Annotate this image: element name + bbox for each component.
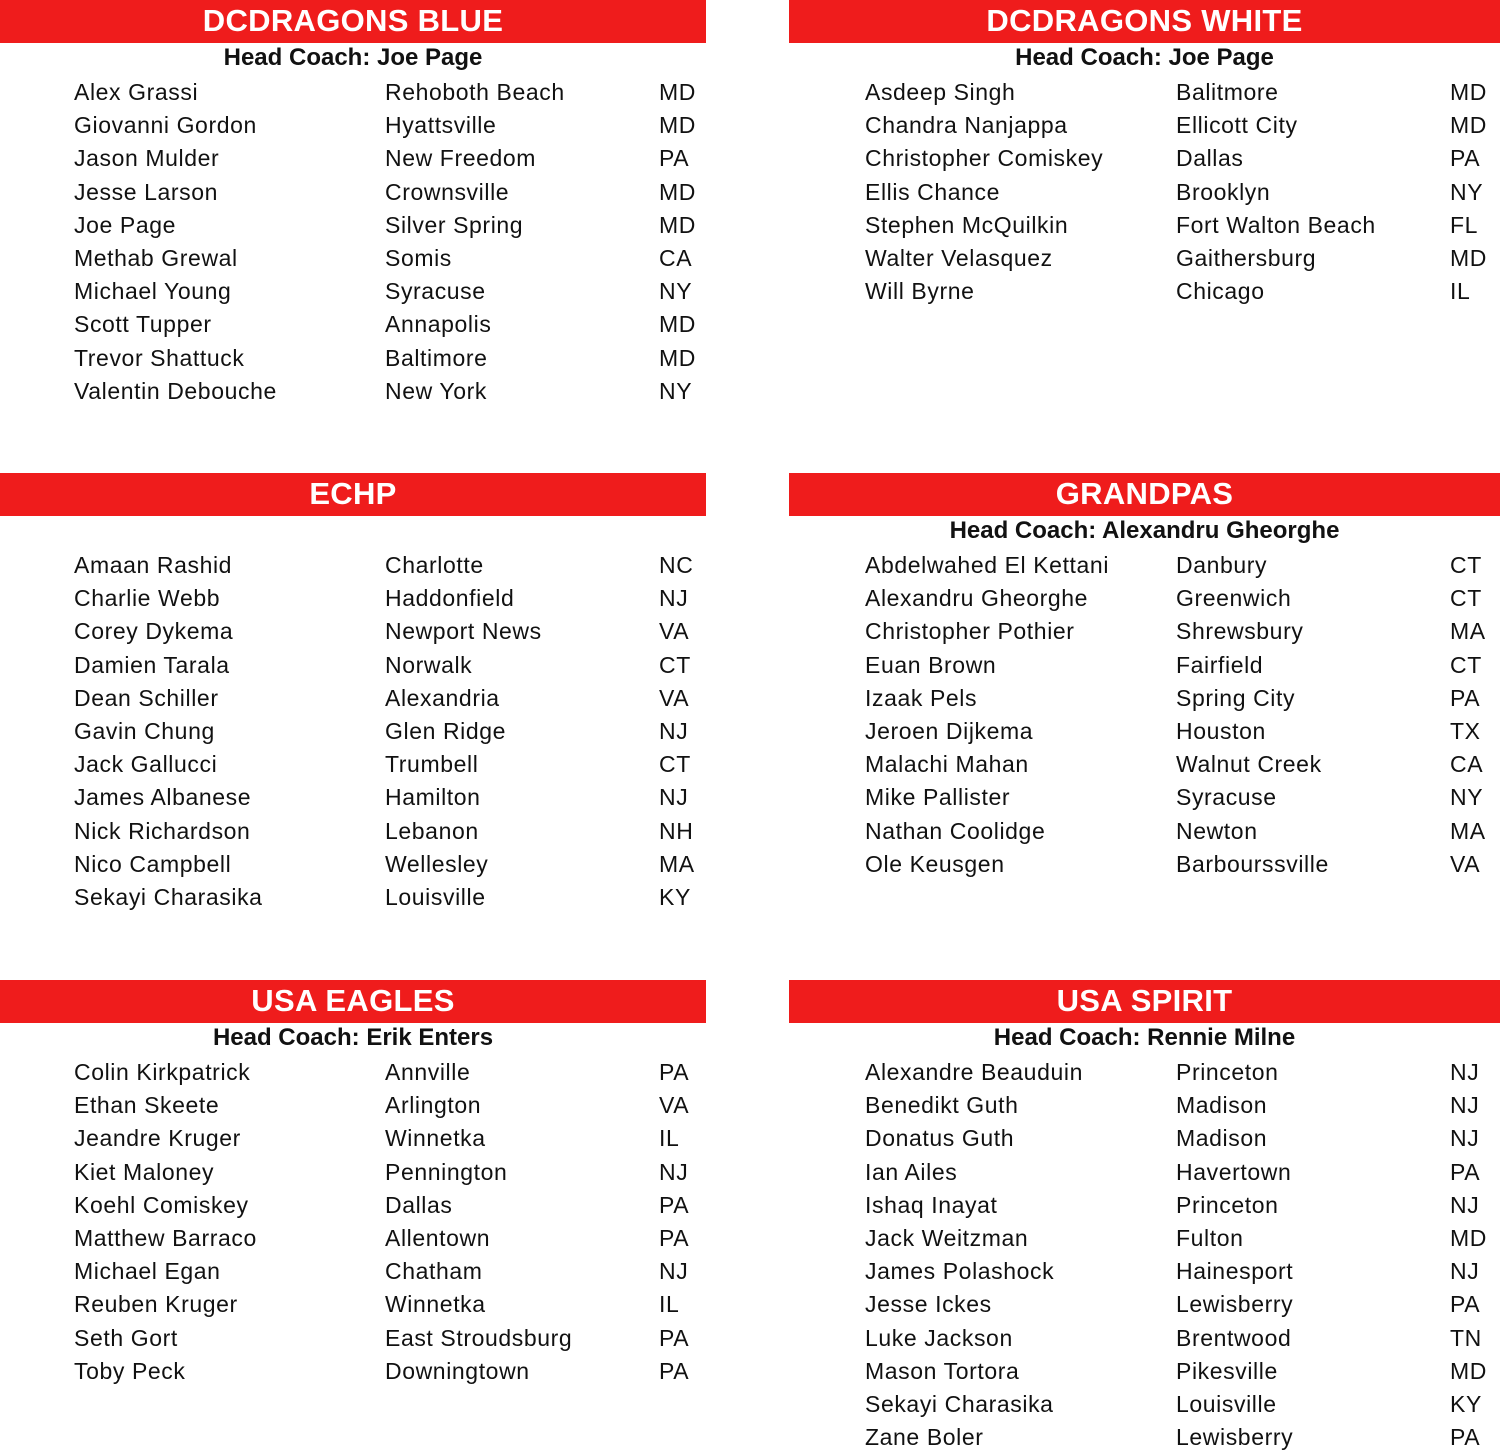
- player-row: [0, 781, 706, 814]
- player-row: [0, 881, 706, 914]
- player-city: Norwalk: [385, 651, 473, 678]
- player-state: NY: [659, 377, 693, 404]
- player-row: [0, 682, 706, 715]
- player-row: [0, 1056, 706, 1089]
- player-city: Houston: [1176, 717, 1266, 744]
- player-name: Valentin Debouche: [74, 377, 277, 404]
- player-name: Matthew Barraco: [74, 1224, 257, 1251]
- player-state: NJ: [1450, 1092, 1480, 1119]
- player-state: NJ: [1450, 1258, 1480, 1285]
- player-row: [789, 1255, 1500, 1288]
- player-city: Trumbell: [385, 751, 479, 778]
- player-name: Donatus Guth: [865, 1125, 1015, 1152]
- player-name: Trevor Shattuck: [74, 344, 245, 371]
- player-state: TN: [1450, 1324, 1482, 1351]
- player-state: CT: [1450, 552, 1482, 578]
- team-title: DCDRAGONS WHITE: [789, 0, 1500, 43]
- player-row: [789, 649, 1500, 682]
- player-row: [789, 682, 1500, 715]
- player-city: Lebanon: [385, 817, 479, 844]
- player-city: Winnetka: [385, 1291, 486, 1318]
- player-state: KY: [659, 883, 691, 910]
- player-name: Will Byrne: [865, 278, 975, 305]
- player-city: Pennington: [385, 1158, 508, 1185]
- player-state: MD: [1450, 112, 1487, 139]
- player-row: [789, 549, 1500, 582]
- player-row: [0, 1355, 706, 1388]
- team-roster-grandpas: [789, 473, 1500, 881]
- player-name: Giovanni Gordon: [74, 112, 257, 139]
- player-state: CT: [1450, 585, 1482, 612]
- player-row: [789, 76, 1500, 109]
- player-state: NY: [1450, 178, 1484, 205]
- player-name: Alexandre Beauduin: [865, 1059, 1083, 1085]
- player-row: [789, 1156, 1500, 1189]
- player-row: [789, 582, 1500, 615]
- player-row: [0, 649, 706, 682]
- player-city: Annville: [385, 1059, 471, 1085]
- player-city: Charlotte: [385, 552, 484, 578]
- player-row: [0, 275, 706, 308]
- player-name: Nathan Coolidge: [865, 817, 1046, 844]
- player-city: Chatham: [385, 1258, 483, 1285]
- player-name: Ian Ailes: [865, 1158, 958, 1185]
- player-row: [789, 209, 1500, 242]
- player-state: MD: [659, 311, 696, 338]
- player-state: MD: [659, 344, 696, 371]
- player-name: Benedikt Guth: [865, 1092, 1019, 1119]
- player-name: Jeandre Kruger: [74, 1125, 241, 1152]
- player-state: PA: [1450, 684, 1481, 711]
- player-name: Corey Dykema: [74, 618, 234, 645]
- player-list: [0, 1056, 706, 1388]
- player-city: New York: [385, 377, 487, 404]
- head-coach: Head Coach: Erik Enters: [212, 1024, 494, 1051]
- player-city: Shrewsbury: [1176, 618, 1304, 645]
- player-name: Luke Jackson: [865, 1324, 1013, 1351]
- player-state: PA: [1450, 1291, 1481, 1318]
- player-name: Nico Campbell: [74, 850, 232, 877]
- player-name: Euan Brown: [865, 651, 997, 678]
- player-name: Sekayi Charasika: [865, 1390, 1054, 1417]
- player-name: Alexandru Gheorghe: [865, 585, 1089, 612]
- player-city: Winnetka: [385, 1125, 486, 1152]
- player-state: PA: [1450, 145, 1481, 172]
- player-state: VA: [659, 684, 690, 711]
- player-city: Havertown: [1176, 1158, 1292, 1185]
- player-name: Charlie Webb: [74, 585, 221, 612]
- player-row: [0, 1089, 706, 1122]
- player-name: Abdelwahed El Kettani: [865, 552, 1110, 578]
- player-state: NJ: [659, 1258, 689, 1285]
- player-row: [0, 615, 706, 648]
- player-name: Ishaq Inayat: [865, 1191, 998, 1218]
- player-city: Fort Walton Beach: [1176, 211, 1376, 238]
- player-name: Joe Page: [74, 211, 176, 238]
- player-row: [0, 1156, 706, 1189]
- player-name: Walter Velasquez: [865, 244, 1053, 271]
- player-name: Michael Egan: [74, 1258, 221, 1285]
- player-state: CA: [1450, 751, 1484, 778]
- player-city: Crownsville: [385, 178, 510, 205]
- player-name: Nick Richardson: [74, 817, 251, 844]
- player-name: Dean Schiller: [74, 684, 219, 711]
- player-city: Dallas: [385, 1191, 453, 1218]
- player-state: MA: [659, 850, 695, 877]
- player-row: [789, 1388, 1500, 1421]
- player-city: Dallas: [1176, 145, 1244, 172]
- player-city: Madison: [1176, 1125, 1268, 1152]
- player-row: [0, 209, 706, 242]
- player-row: [0, 1322, 706, 1355]
- player-row: [0, 375, 706, 408]
- player-row: [789, 1355, 1500, 1388]
- player-state: NJ: [1450, 1191, 1480, 1218]
- player-row: [789, 748, 1500, 781]
- player-city: Rehoboth Beach: [385, 79, 565, 105]
- player-row: [789, 242, 1500, 275]
- player-state: PA: [659, 1357, 690, 1384]
- player-city: Arlington: [385, 1092, 482, 1119]
- player-city: Hamilton: [385, 784, 481, 811]
- player-city: Barbourssville: [1176, 850, 1329, 877]
- team-roster-dcdragons-white: [789, 0, 1500, 308]
- team-title: GRANDPAS: [789, 473, 1500, 516]
- player-city: Syracuse: [385, 278, 486, 305]
- player-state: MA: [1450, 817, 1486, 844]
- player-state: PA: [659, 1224, 690, 1251]
- player-row: [789, 275, 1500, 308]
- player-row: [0, 1288, 706, 1321]
- player-state: IL: [659, 1125, 680, 1152]
- player-city: Ellicott City: [1176, 112, 1298, 139]
- player-row: [0, 549, 706, 582]
- player-state: VA: [659, 1092, 690, 1119]
- player-row: [0, 308, 706, 341]
- player-state: PA: [659, 1324, 690, 1351]
- player-name: Zane Boler: [865, 1424, 984, 1451]
- player-state: MD: [659, 211, 696, 238]
- player-city: Alexandria: [385, 684, 500, 711]
- player-state: MD: [1450, 1357, 1487, 1384]
- player-row: [0, 342, 706, 375]
- player-city: Princeton: [1176, 1059, 1279, 1085]
- player-name: Mason Tortora: [865, 1357, 1020, 1384]
- player-row: [789, 715, 1500, 748]
- player-row: [0, 715, 706, 748]
- player-name: Scott Tupper: [74, 311, 212, 338]
- player-name: Stephen McQuilkin: [865, 211, 1069, 238]
- player-name: Koehl Comiskey: [74, 1191, 249, 1218]
- player-name: Colin Kirkpatrick: [74, 1059, 251, 1085]
- player-row: [789, 1189, 1500, 1222]
- player-city: Louisville: [385, 883, 486, 910]
- player-name: Amaan Rashid: [74, 552, 233, 578]
- player-city: Syracuse: [1176, 784, 1277, 811]
- player-city: Silver Spring: [385, 211, 524, 238]
- player-state: PA: [659, 145, 690, 172]
- player-city: Downingtown: [385, 1357, 530, 1384]
- player-name: Christopher Pothier: [865, 618, 1075, 645]
- team-title: DCDRAGONS BLUE: [0, 0, 706, 43]
- player-city: Walnut Creek: [1176, 751, 1322, 778]
- player-state: TX: [1450, 717, 1481, 744]
- player-state: NJ: [1450, 1125, 1480, 1152]
- player-city: Somis: [385, 244, 452, 271]
- player-list: [0, 76, 706, 408]
- player-name: Damien Tarala: [74, 651, 230, 678]
- player-row: [0, 142, 706, 175]
- player-city: Lewisberry: [1176, 1424, 1294, 1451]
- player-list: [789, 1056, 1500, 1454]
- player-state: NJ: [659, 585, 689, 612]
- player-city: Lewisberry: [1176, 1291, 1294, 1318]
- player-name: Jeroen Dijkema: [865, 717, 1034, 744]
- player-name: Asdeep Singh: [865, 79, 1016, 105]
- player-state: PA: [659, 1059, 690, 1085]
- player-city: Brooklyn: [1176, 178, 1271, 205]
- head-coach: Head Coach: Joe Page: [223, 44, 483, 71]
- player-city: Annapolis: [385, 311, 492, 338]
- player-row: [0, 815, 706, 848]
- player-city: Brentwood: [1176, 1324, 1292, 1351]
- player-city: Glen Ridge: [385, 717, 507, 744]
- player-city: Balitmore: [1176, 79, 1279, 105]
- team-title: USA SPIRIT: [789, 980, 1500, 1023]
- player-state: NJ: [1450, 1059, 1480, 1085]
- player-row: [0, 242, 706, 275]
- player-state: MD: [1450, 79, 1487, 105]
- player-state: NY: [1450, 784, 1484, 811]
- player-city: Newport News: [385, 618, 542, 645]
- player-row: [0, 1255, 706, 1288]
- player-state: NJ: [659, 784, 689, 811]
- player-row: [789, 1322, 1500, 1355]
- player-row: [0, 582, 706, 615]
- player-city: Hyattsville: [385, 112, 497, 139]
- player-state: NC: [659, 552, 694, 578]
- player-row: [789, 176, 1500, 209]
- player-state: NJ: [659, 1158, 689, 1185]
- head-coach: Head Coach: Alexandru Gheorghe: [949, 517, 1340, 544]
- player-name: Ole Keusgen: [865, 850, 1005, 877]
- player-name: Ellis Chance: [865, 178, 1001, 205]
- player-city: Gaithersburg: [1176, 244, 1317, 271]
- player-name: Seth Gort: [74, 1324, 178, 1351]
- player-city: Louisville: [1176, 1390, 1277, 1417]
- player-row: [789, 109, 1500, 142]
- team-roster-echp: [0, 473, 706, 914]
- player-row: [0, 76, 706, 109]
- player-state: IL: [659, 1291, 680, 1318]
- player-row: [0, 109, 706, 142]
- player-name: Sekayi Charasika: [74, 883, 263, 910]
- player-state: VA: [1450, 850, 1481, 877]
- team-roster-usa-spirit: [789, 980, 1500, 1454]
- player-row: [0, 1189, 706, 1222]
- player-list: [789, 549, 1500, 881]
- team-title: ECHP: [0, 473, 706, 516]
- player-list: [789, 76, 1500, 308]
- player-row: [789, 1056, 1500, 1089]
- player-state: FL: [1450, 211, 1479, 238]
- player-city: Haddonfield: [385, 585, 515, 612]
- player-name: Chandra Nanjappa: [865, 112, 1068, 139]
- player-row: [789, 1421, 1500, 1454]
- player-city: Chicago: [1176, 278, 1265, 305]
- player-name: Jason Mulder: [74, 145, 220, 172]
- player-city: Princeton: [1176, 1191, 1279, 1218]
- head-coach: Head Coach: Rennie Milne: [993, 1024, 1296, 1051]
- player-state: MD: [1450, 1224, 1487, 1251]
- player-city: Hainesport: [1176, 1258, 1294, 1285]
- player-row: [789, 1222, 1500, 1255]
- player-state: NY: [659, 278, 693, 305]
- player-city: Pikesville: [1176, 1357, 1278, 1384]
- player-row: [789, 848, 1500, 881]
- player-city: Fairfield: [1176, 651, 1264, 678]
- player-name: Jack Weitzman: [865, 1224, 1029, 1251]
- player-name: Toby Peck: [74, 1357, 186, 1384]
- player-state: MD: [659, 112, 696, 139]
- player-row: [789, 815, 1500, 848]
- player-state: NJ: [659, 717, 689, 744]
- player-state: CT: [659, 751, 691, 778]
- player-state: CT: [659, 651, 691, 678]
- player-state: MD: [659, 79, 696, 105]
- player-name: Reuben Kruger: [74, 1291, 238, 1318]
- player-name: Mike Pallister: [865, 784, 1011, 811]
- player-row: [0, 176, 706, 209]
- player-name: Christopher Comiskey: [865, 145, 1104, 172]
- player-state: NH: [659, 817, 694, 844]
- player-city: Greenwich: [1176, 585, 1292, 612]
- player-name: Malachi Mahan: [865, 751, 1029, 778]
- player-state: PA: [1450, 1158, 1481, 1185]
- player-row: [789, 1288, 1500, 1321]
- player-city: Newton: [1176, 817, 1258, 844]
- player-city: Allentown: [385, 1224, 491, 1251]
- player-name: Kiet Maloney: [74, 1158, 215, 1185]
- player-name: Jesse Larson: [74, 178, 218, 205]
- player-row: [789, 615, 1500, 648]
- team-roster-usa-eagles: [0, 980, 706, 1388]
- player-name: Alex Grassi: [74, 79, 199, 105]
- player-name: Ethan Skeete: [74, 1092, 220, 1119]
- player-state: CT: [1450, 651, 1482, 678]
- player-name: Izaak Pels: [865, 684, 978, 711]
- player-state: VA: [659, 618, 690, 645]
- player-city: Fulton: [1176, 1224, 1244, 1251]
- player-name: Michael Young: [74, 278, 232, 305]
- player-city: Danbury: [1176, 552, 1268, 578]
- player-city: Wellesley: [385, 850, 489, 877]
- player-row: [0, 1222, 706, 1255]
- player-row: [0, 748, 706, 781]
- player-city: Spring City: [1176, 684, 1296, 711]
- player-row: [789, 1089, 1500, 1122]
- player-row: [0, 848, 706, 881]
- head-coach: Head Coach: Joe Page: [1015, 44, 1274, 71]
- player-city: New Freedom: [385, 145, 537, 172]
- player-state: MD: [1450, 244, 1487, 271]
- player-city: Baltimore: [385, 344, 488, 371]
- player-row: [789, 1122, 1500, 1155]
- player-city: East Stroudsburg: [385, 1324, 573, 1351]
- player-row: [789, 142, 1500, 175]
- player-name: James Albanese: [74, 784, 252, 811]
- player-name: Gavin Chung: [74, 717, 215, 744]
- player-state: IL: [1450, 278, 1471, 305]
- team-title: USA EAGLES: [0, 980, 706, 1023]
- player-name: Jack Gallucci: [74, 751, 218, 778]
- player-state: MD: [659, 178, 696, 205]
- player-state: PA: [659, 1191, 690, 1218]
- player-name: James Polashock: [865, 1258, 1055, 1285]
- player-state: MA: [1450, 618, 1486, 645]
- player-name: Jesse Ickes: [865, 1291, 992, 1318]
- player-list: [0, 549, 706, 914]
- player-state: CA: [659, 244, 693, 271]
- player-name: Methab Grewal: [74, 244, 238, 271]
- player-state: PA: [1450, 1424, 1481, 1451]
- player-city: Madison: [1176, 1092, 1268, 1119]
- player-row: [789, 781, 1500, 814]
- player-row: [0, 1122, 706, 1155]
- team-roster-dcdragons-blue: [0, 0, 706, 408]
- player-state: KY: [1450, 1390, 1482, 1417]
